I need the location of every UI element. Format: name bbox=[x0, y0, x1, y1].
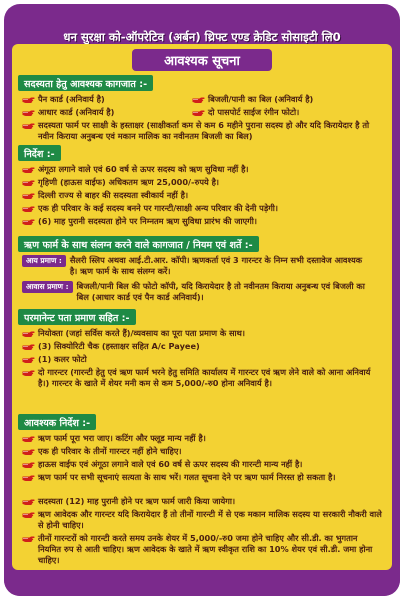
notice-panel bbox=[12, 44, 392, 570]
pointing-hand-icon bbox=[22, 498, 35, 506]
list-item: पैन कार्ड (अनिवार्य है) bbox=[22, 94, 105, 105]
residence-proof-tag: आवास प्रमाण : bbox=[22, 281, 73, 293]
pointing-hand-icon bbox=[22, 166, 35, 174]
list-item: दिल्ली राज्य से बाहर की सदस्यता स्वीकार्य नहीं है। bbox=[22, 190, 188, 201]
list-item: ऋण आवेदक और गारन्टर यदि किरायेदार हैं तो तीनों गारन्टी में से एक मकान मालिक सदस्य या सरकारी नौकरी वाले से होनी चाहिए। bbox=[22, 509, 383, 531]
section-directions-heading: निर्देश :- bbox=[18, 145, 61, 161]
list-item: गृहिणी (हाऊस वाईफ) अधिकतम ऋण 25,000/-रुपये है। bbox=[22, 177, 219, 188]
list-item: नियोक्ता (जहां सर्विस करते हैं)/व्यवसाय का पूरा पता प्रमाण के साथ। bbox=[22, 328, 245, 339]
section-essential-heading: आवश्यक निर्देश :- bbox=[18, 414, 96, 430]
notice-frame bbox=[4, 4, 400, 596]
pointing-hand-icon bbox=[22, 330, 35, 338]
list-item: दो पासपोर्ट साईज रंगीन फोटो। bbox=[192, 107, 299, 118]
pointing-hand-icon bbox=[22, 511, 35, 519]
section-docs-heading: सदस्यता हेतु आवश्यक कागजात :- bbox=[18, 75, 153, 91]
pointing-hand-icon bbox=[22, 461, 35, 469]
list-item: तीनों गारन्टरों को गारन्टी करते समय उनके शेयर में 5,000/-रु0 जमा होने चाहिए और सी.डी. का भुगतान नियमित रुप से आती चाहिए। ऋण आवेदक के खाते में ऋण स्वीकृत राशि का 10% शेयर एवं सी.डी. जमा होना चाहिए। bbox=[22, 533, 383, 566]
notice-title: आवश्यक सूचना bbox=[164, 54, 240, 69]
list-item: दो गारन्टर (गारन्टी हेतु एवं ऋण फार्म भरने हेतु समिति कार्यालय में गारन्टर एवं ऋण लेने वाले को आना अनिवार्य है।) गारन्टर के खाते में शेयर मनी कम से कम 5,000/-रु0 होना अनिवार्य है। bbox=[22, 367, 383, 389]
notice-banner bbox=[132, 49, 272, 71]
list-item: हाऊस वाईफ एवं अंगूठा लगाने वाले एवं 60 वर्ष से ऊपर सदस्य की गारन्टी मान्य नहीं है। bbox=[22, 459, 302, 470]
income-proof-tag: आय प्रमाण : bbox=[22, 255, 66, 267]
list-item: ऋण फार्म पर सभी सूचनाएं सत्यता के साथ भरें। गलत सूचना देने पर ऋण फार्म निरस्त हो सकता है। bbox=[22, 472, 383, 483]
pointing-hand-icon bbox=[22, 435, 35, 443]
society-title: धन सुरक्षा को-ऑपरेटिव (अर्बन) थ्रिफ्ट एण्ड क्रेडिट सोसाइटी लि0 bbox=[63, 29, 341, 44]
list-item: आधार कार्ड (अनिवार्य है) bbox=[22, 107, 114, 118]
pointing-hand-icon bbox=[22, 535, 35, 543]
pointing-hand-icon bbox=[22, 218, 35, 226]
bottom-bar bbox=[4, 570, 400, 596]
section-permanent-heading: परमानेन्ट पता प्रमाण सहित :- bbox=[18, 309, 136, 325]
list-item: (6) माह पुरानी सदस्यता होने पर निम्नतम ऋण सुविधा प्रारंभ की जाएगी। bbox=[22, 216, 257, 227]
list-item: एक ही परिवार के तीनों गारन्टर नहीं होने चाहिए। bbox=[22, 446, 182, 457]
list-item: (1) कलर फोटो bbox=[22, 354, 87, 365]
residence-proof-row: आवास प्रमाण : बिजली/पानी बिल की फोटो कॉपी, यदि किरायेदार है तो नवीनतम किराया अनुबन्ध एवं बिजली का बिल (आधार कार्ड एवं पैन कार्ड अनिवार्य)। bbox=[22, 281, 372, 303]
pointing-hand-icon bbox=[22, 356, 35, 364]
list-item: अंगूठा लगाने वाले एवं 60 वर्ष से ऊपर सदस्य को ऋण सुविधा नहीं है। bbox=[22, 164, 249, 175]
pointing-hand-icon bbox=[22, 343, 35, 351]
list-item: सदस्यता फार्म पर साक्षी के हस्ताक्षर (साक्षीकर्ता कम से कम 6 महीने पुराना सदस्य हो और यदि किरायेदार है तो नवीन किराया अनुबन्ध एवं मकान मालिक का नवीनतम बिजली का बिल) bbox=[22, 120, 383, 142]
pointing-hand-icon bbox=[22, 205, 35, 213]
list-item: सदस्यता (12) माह पुरानी होने पर ऋण फार्म जारी किया जायेगा। bbox=[22, 496, 235, 507]
pointing-hand-icon bbox=[22, 179, 35, 187]
pointing-hand-icon bbox=[22, 192, 35, 200]
list-item: (3) सिक्योरिटी चैक (हस्ताक्षर सहित A/c Payee) bbox=[22, 341, 200, 352]
list-item: बिजली/पानी का बिल (अनिवार्य है) bbox=[192, 94, 313, 105]
pointing-hand-icon bbox=[22, 474, 35, 482]
pointing-hand-icon bbox=[22, 122, 35, 130]
income-proof-row: आय प्रमाण : सैलरी स्लिप अथवा आई.टी.आर. कॉपी। ऋणकर्ता एवं 3 गारन्टर के निम्न सभी दस्तावेज आवश्यक है। ऋण फार्म के साथ संलग्न करें। bbox=[22, 255, 370, 277]
list-item: एक ही परिवार के कई सदस्य बनने पर गारन्टी/साक्षी अन्य परिवार की देनी पड़ेगी। bbox=[22, 203, 278, 214]
pointing-hand-icon bbox=[22, 369, 35, 377]
pointing-hand-icon bbox=[22, 96, 35, 104]
pointing-hand-icon bbox=[22, 448, 35, 456]
section-loan-docs-heading: ऋण फार्म के साथ संलग्न करने वाले कागजात / नियम एवं शर्ते :- bbox=[18, 236, 259, 252]
pointing-hand-icon bbox=[192, 109, 205, 117]
pointing-hand-icon bbox=[22, 109, 35, 117]
pointing-hand-icon bbox=[192, 96, 205, 104]
list-item: ऋण फार्म पूरा भरा जाए। कटिंग और फ्लूड मान्य नहीं है। bbox=[22, 433, 206, 444]
